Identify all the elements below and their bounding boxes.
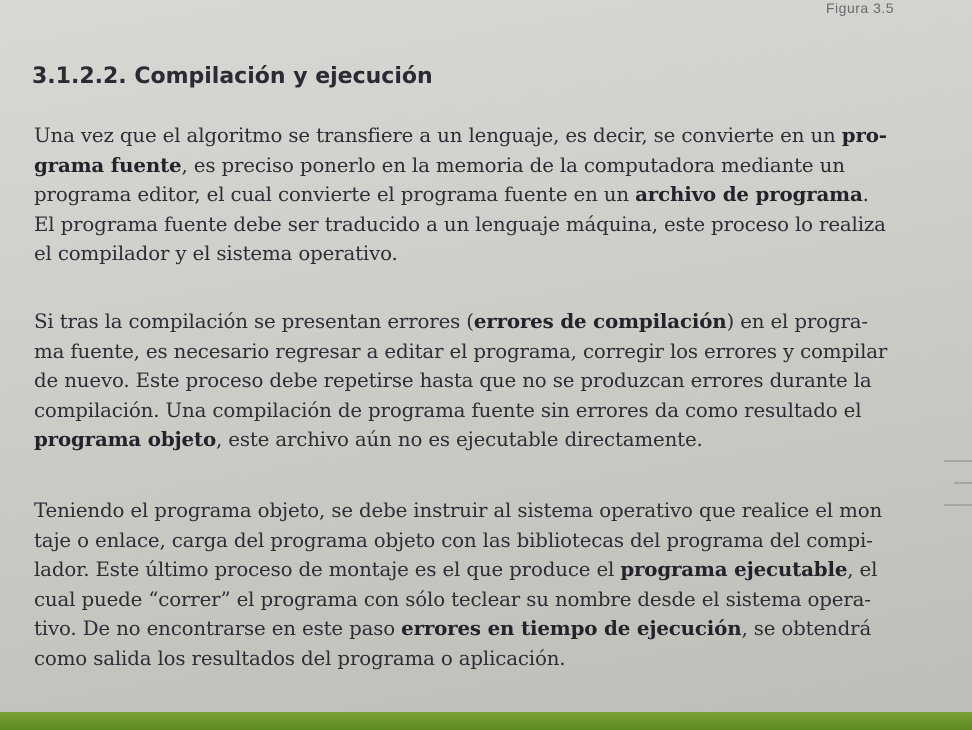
text-run: , es preciso ponerlo en la memoria de la computadora mediante un xyxy=(181,153,845,177)
text-run: de nuevo. Este proceso debe repetirse hasta que no se produzcan errores durante la xyxy=(34,369,872,392)
text-run: programa editor, el cual convierte el programa fuente en un xyxy=(34,183,636,206)
paragraph-2 xyxy=(34,307,887,455)
text-line xyxy=(34,210,887,240)
figure-reference-label: Figura 3.5 xyxy=(826,0,895,16)
text-run: Si tras la compilación se presentan errores ( xyxy=(34,310,474,333)
text-run: cual puede “correr” el programa con sólo teclear su nombre desde el sistema opera- xyxy=(34,587,871,611)
bold-term: programa ejecutable xyxy=(620,557,848,581)
text-run: Una vez que el algoritmo se transfiere a un lenguaje, es decir, se convierte en un xyxy=(34,124,842,147)
bold-term: errores en tiempo de ejecución xyxy=(401,616,742,640)
text-run: tivo. De no encontrarse en este paso xyxy=(34,617,402,640)
text-line xyxy=(34,366,887,396)
bold-term: grama fuente xyxy=(34,152,182,177)
text-run: compilación. Una compilación de programa fuente sin errores da como resultado el xyxy=(34,398,862,422)
text-line xyxy=(34,307,887,337)
text-line xyxy=(34,496,882,526)
section-heading: 3.1.2.2. Compilación y ejecución xyxy=(32,64,433,89)
text-run: ma fuente, es necesario regresar a editar el programa, corregir los errores y compilar xyxy=(34,339,888,363)
text-run: , el xyxy=(847,558,878,581)
text-line xyxy=(34,425,887,455)
text-run: ) en el progra- xyxy=(726,310,868,333)
margin-mark xyxy=(954,482,972,484)
text-line xyxy=(34,396,887,426)
text-run: El programa fuente debe ser traducido a un lenguaje máquina, este proceso lo realiza xyxy=(34,212,886,236)
text-run: , se obtendrá xyxy=(741,617,872,640)
text-line xyxy=(34,555,882,585)
text-line xyxy=(34,121,887,151)
paragraph-1 xyxy=(34,121,887,269)
text-line xyxy=(34,239,887,269)
bold-term: errores de compilación xyxy=(473,309,727,333)
text-run: Teniendo el programa objeto, se debe instruir al sistema operativo que realice el mon xyxy=(34,499,883,522)
paragraph-3 xyxy=(34,496,882,673)
margin-mark xyxy=(944,460,972,462)
text-run: , este archivo aún no es ejecutable directamente. xyxy=(216,428,703,451)
text-line xyxy=(34,614,882,644)
text-run: como salida los resultados del programa o aplicación. xyxy=(34,646,566,670)
margin-mark xyxy=(944,504,972,506)
text-line xyxy=(34,337,887,367)
margin-ruler-marks xyxy=(940,430,972,540)
text-line xyxy=(34,151,887,181)
text-run: taje o enlace, carga del programa objeto con las bibliotecas del programa del compi- xyxy=(34,528,873,552)
text-line xyxy=(34,180,887,210)
text-run: . xyxy=(862,183,869,206)
text-run: lador. Este último proceso de montaje es el que produce el xyxy=(34,558,621,581)
text-line xyxy=(34,644,882,674)
green-surface-edge xyxy=(0,712,972,730)
text-line xyxy=(34,585,882,615)
text-run: el compilador y el sistema operativo. xyxy=(34,242,398,265)
bold-term: archivo de programa xyxy=(635,182,863,206)
bold-term: programa objeto xyxy=(34,427,217,451)
bold-term: pro- xyxy=(841,123,887,147)
text-line xyxy=(34,526,882,556)
